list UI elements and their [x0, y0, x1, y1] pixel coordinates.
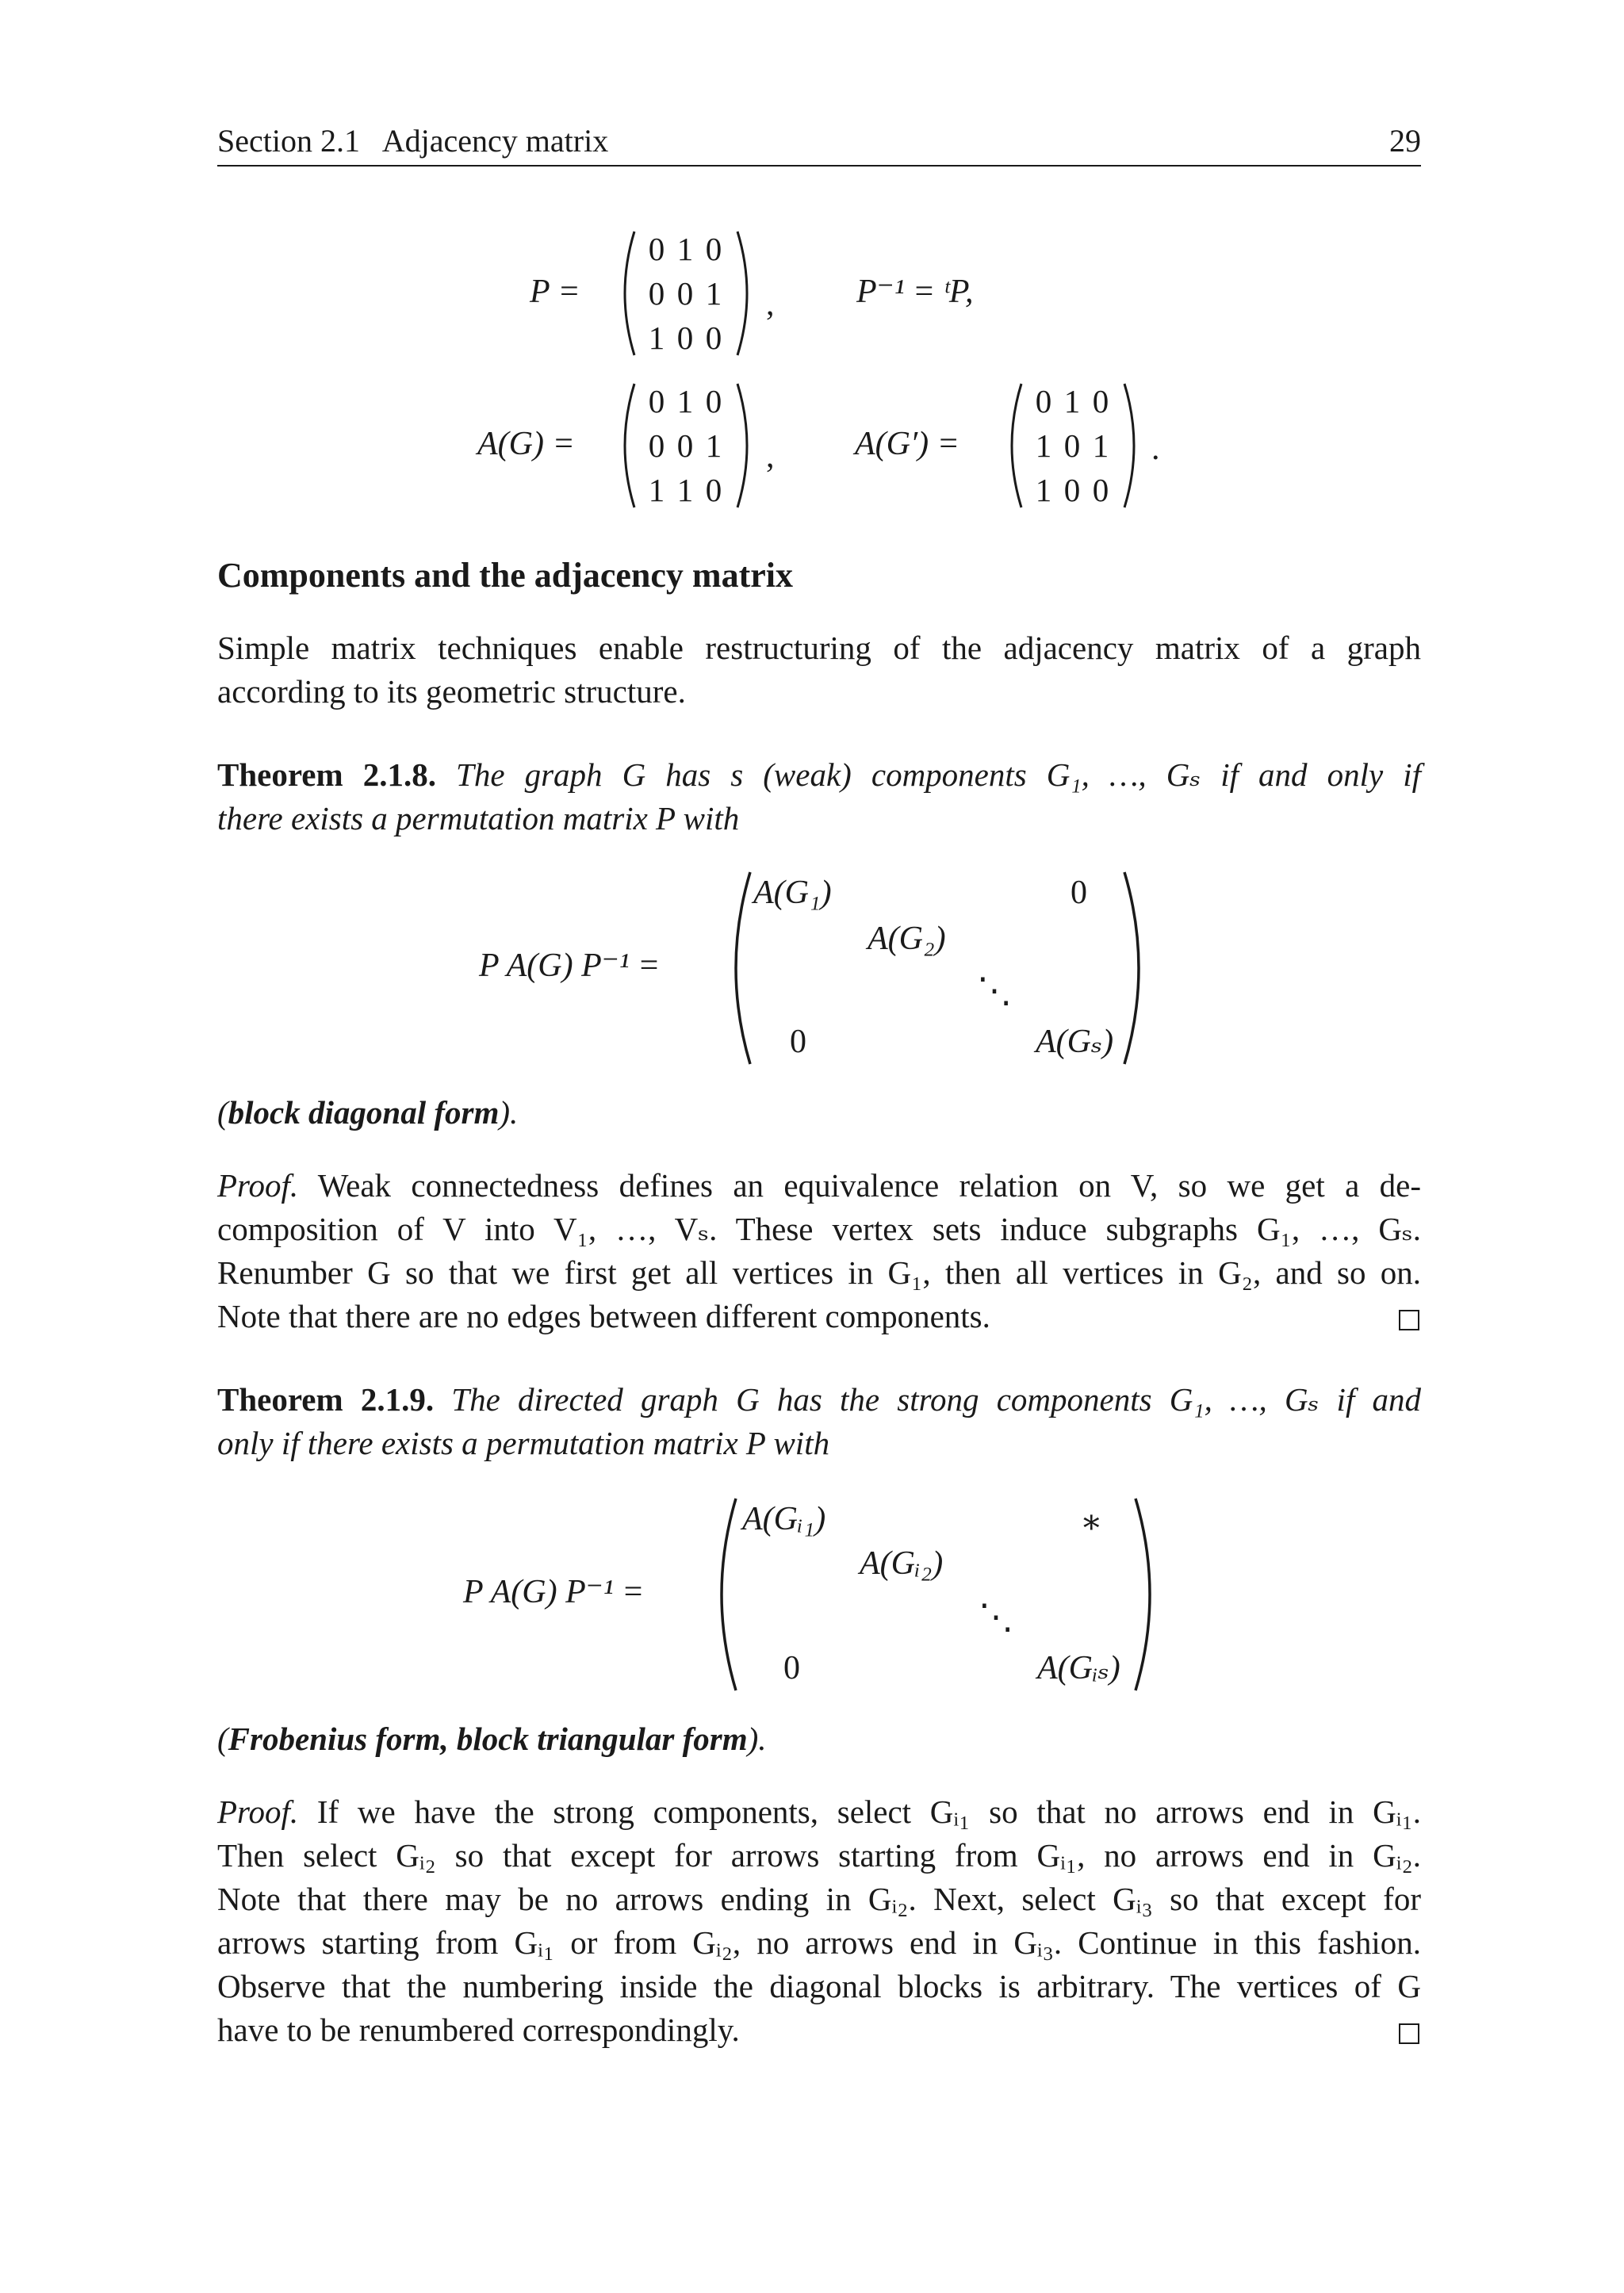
matrix-row: [1023, 423, 1121, 468]
header-rule: [217, 165, 1421, 167]
matrix-entry: 0: [705, 383, 722, 419]
proof-2-line5: Observe that the numbering inside the diagonal blocks is arbitrary. The vertices of G: [217, 1968, 1421, 2004]
theorem-text: The graph G has s (weak) components G₁, …, Gₛ if and only if: [456, 756, 1422, 793]
left-paren: [707, 1497, 739, 1692]
eq2-comma: ,: [766, 438, 775, 475]
matrix-row: [636, 379, 734, 423]
right-paren: [1121, 382, 1145, 509]
theorem-219-line1: [217, 1378, 1421, 1422]
theorem-219-line2: only if there exists a permutation matrix P with: [217, 1425, 830, 1461]
form-name-bold: block diagonal form: [228, 1094, 500, 1131]
matrix-row: [636, 468, 734, 512]
proof-word: Proof.: [217, 1793, 299, 1830]
matrix-entry: 1: [676, 383, 694, 419]
matrix-row: [636, 423, 734, 468]
matrix-row: [636, 271, 734, 316]
block-2: A(G₂): [868, 921, 946, 957]
proof-word: Proof.: [217, 1167, 299, 1204]
matrix-AG: [636, 379, 734, 512]
eq-AGprime-label: A(G′) =: [855, 426, 959, 462]
left-paren: [614, 382, 638, 509]
left-paren: [722, 871, 753, 1066]
left-paren: [1001, 382, 1025, 509]
upper-star: ∗: [1080, 1504, 1103, 1541]
theorem-text: The directed graph G has the strong components G₁, …, Gₛ if and: [451, 1381, 1422, 1418]
paragraph-line: according to its geometric structure.: [217, 673, 686, 710]
matrix-entry: 0: [705, 320, 722, 356]
matrix-entry: 0: [1092, 472, 1109, 508]
qed-square-icon: [1399, 2023, 1419, 2044]
qed-square-icon: [1399, 1310, 1419, 1330]
form-name-bold: Frobenius form, block triangular form: [228, 1721, 748, 1757]
matrix-entry: 0: [1063, 472, 1081, 508]
matrix-entry: 1: [1063, 383, 1081, 419]
proof-2-line2: Then select Gᵢ₂ so that except for arrows starting from Gᵢ₁, no arrows end in Gᵢ₂.: [217, 1837, 1421, 1874]
lower-zero: 0: [783, 1650, 800, 1686]
matrix-entry: 1: [676, 231, 694, 267]
block-matrix-lhs: P A(G) P⁻¹ =: [463, 1574, 645, 1610]
matrix-entry: 1: [648, 320, 665, 356]
matrix-entry: 0: [705, 472, 722, 508]
lower-zero: 0: [790, 1024, 806, 1060]
matrix-entry: 1: [1092, 427, 1109, 464]
block-2: A(Gᵢ₂): [860, 1545, 944, 1582]
matrix-entry: 1: [1035, 427, 1052, 464]
matrix-P: [636, 227, 734, 360]
matrix-row: [1023, 379, 1121, 423]
block-s: A(Gₛ): [1036, 1024, 1114, 1060]
matrix-entry: 1: [705, 275, 722, 312]
left-paren: [614, 230, 638, 357]
matrix-entry: 0: [705, 231, 722, 267]
proof-1-line1: Proof. Weak connectedness defines an equivalence relation on V, so we get a de-: [217, 1167, 1421, 1204]
paragraph-line: Simple matrix techniques enable restructuring of the adjacency matrix of a graph: [217, 630, 1421, 666]
right-paren: [734, 230, 758, 357]
matrix-entry: 0: [676, 320, 694, 356]
section-title: Section 2.1 Adjacency matrix: [217, 123, 609, 159]
matrix-row: [1023, 468, 1121, 512]
proof-1-line2: composition of V into V₁, …, Vₛ. These vertex sets induce subgraphs G₁, …, Gₛ.: [217, 1211, 1421, 1247]
form-name-218: (block diagonal form).: [217, 1094, 519, 1131]
upper-zero: 0: [1071, 875, 1087, 911]
proof-2-line6: have to be renumbered correspondingly.: [217, 2012, 740, 2048]
eq-Pinv-relation: P⁻¹ = ᵗP,: [856, 274, 974, 310]
right-paren: [1121, 871, 1153, 1066]
matrix-entry: 0: [648, 275, 665, 312]
matrix-AGprime: [1023, 379, 1121, 512]
matrix-entry: 0: [676, 427, 694, 464]
matrix-entry: 1: [705, 427, 722, 464]
matrix-entry: 0: [1092, 383, 1109, 419]
block-matrix-lhs: P A(G) P⁻¹ =: [479, 947, 661, 984]
page-number: 29: [1389, 123, 1421, 159]
proof-2-line3: Note that there may be no arrows ending in Gᵢ₂. Next, select Gᵢ₃ so that except for: [217, 1881, 1421, 1917]
right-paren: [734, 382, 758, 509]
matrix-entry: 0: [1035, 383, 1052, 419]
matrix-entry: 1: [648, 472, 665, 508]
running-header: [217, 121, 1421, 162]
diagonal-dots: ⋱: [979, 1598, 1013, 1636]
matrix-row: [636, 316, 734, 360]
form-name-219: (Frobenius form, block triangular form).: [217, 1721, 767, 1757]
diagonal-dots: ⋱: [977, 971, 1012, 1010]
eq-AG-label: A(G) =: [477, 426, 575, 462]
block-1: A(G₁): [753, 875, 832, 911]
proof-2-line4: arrows starting from Gᵢ₁ or from Gᵢ₂, no arrows end in Gᵢ₃. Continue in this fashion.: [217, 1924, 1421, 1961]
right-paren: [1132, 1497, 1164, 1692]
matrix-entry: 1: [676, 472, 694, 508]
theorem-218-line1: [217, 753, 1421, 797]
theorem-218-line2: there exists a permutation matrix P with: [217, 800, 740, 836]
matrix-entry: 0: [648, 383, 665, 419]
section-heading: Components and the adjacency matrix: [217, 556, 793, 595]
matrix-entry: 0: [648, 427, 665, 464]
proof-1-line3: Renumber G so that we first get all vertices in G₁, then all vertices in G₂, and so on.: [217, 1254, 1421, 1291]
block-s: A(Gᵢₛ): [1037, 1650, 1120, 1686]
eq2-period: .: [1151, 431, 1160, 467]
proof-1-line4: Note that there are no edges between different components.: [217, 1298, 990, 1334]
matrix-row: [636, 227, 734, 271]
matrix-entry: 0: [1063, 427, 1081, 464]
theorem-label: Theorem 2.1.9.: [217, 1381, 435, 1418]
block-1: A(Gᵢ₁): [742, 1501, 826, 1537]
theorem-label: Theorem 2.1.8.: [217, 756, 436, 793]
eq-P-label: P =: [530, 274, 580, 310]
matrix-entry: 0: [676, 275, 694, 312]
matrix-entry: 0: [648, 231, 665, 267]
eq1-comma: ,: [766, 286, 775, 323]
matrix-entry: 1: [1035, 472, 1052, 508]
proof-2-line1: Proof. If we have the strong components, select Gᵢ₁ so that no arrows end in Gᵢ₁.: [217, 1793, 1422, 1830]
